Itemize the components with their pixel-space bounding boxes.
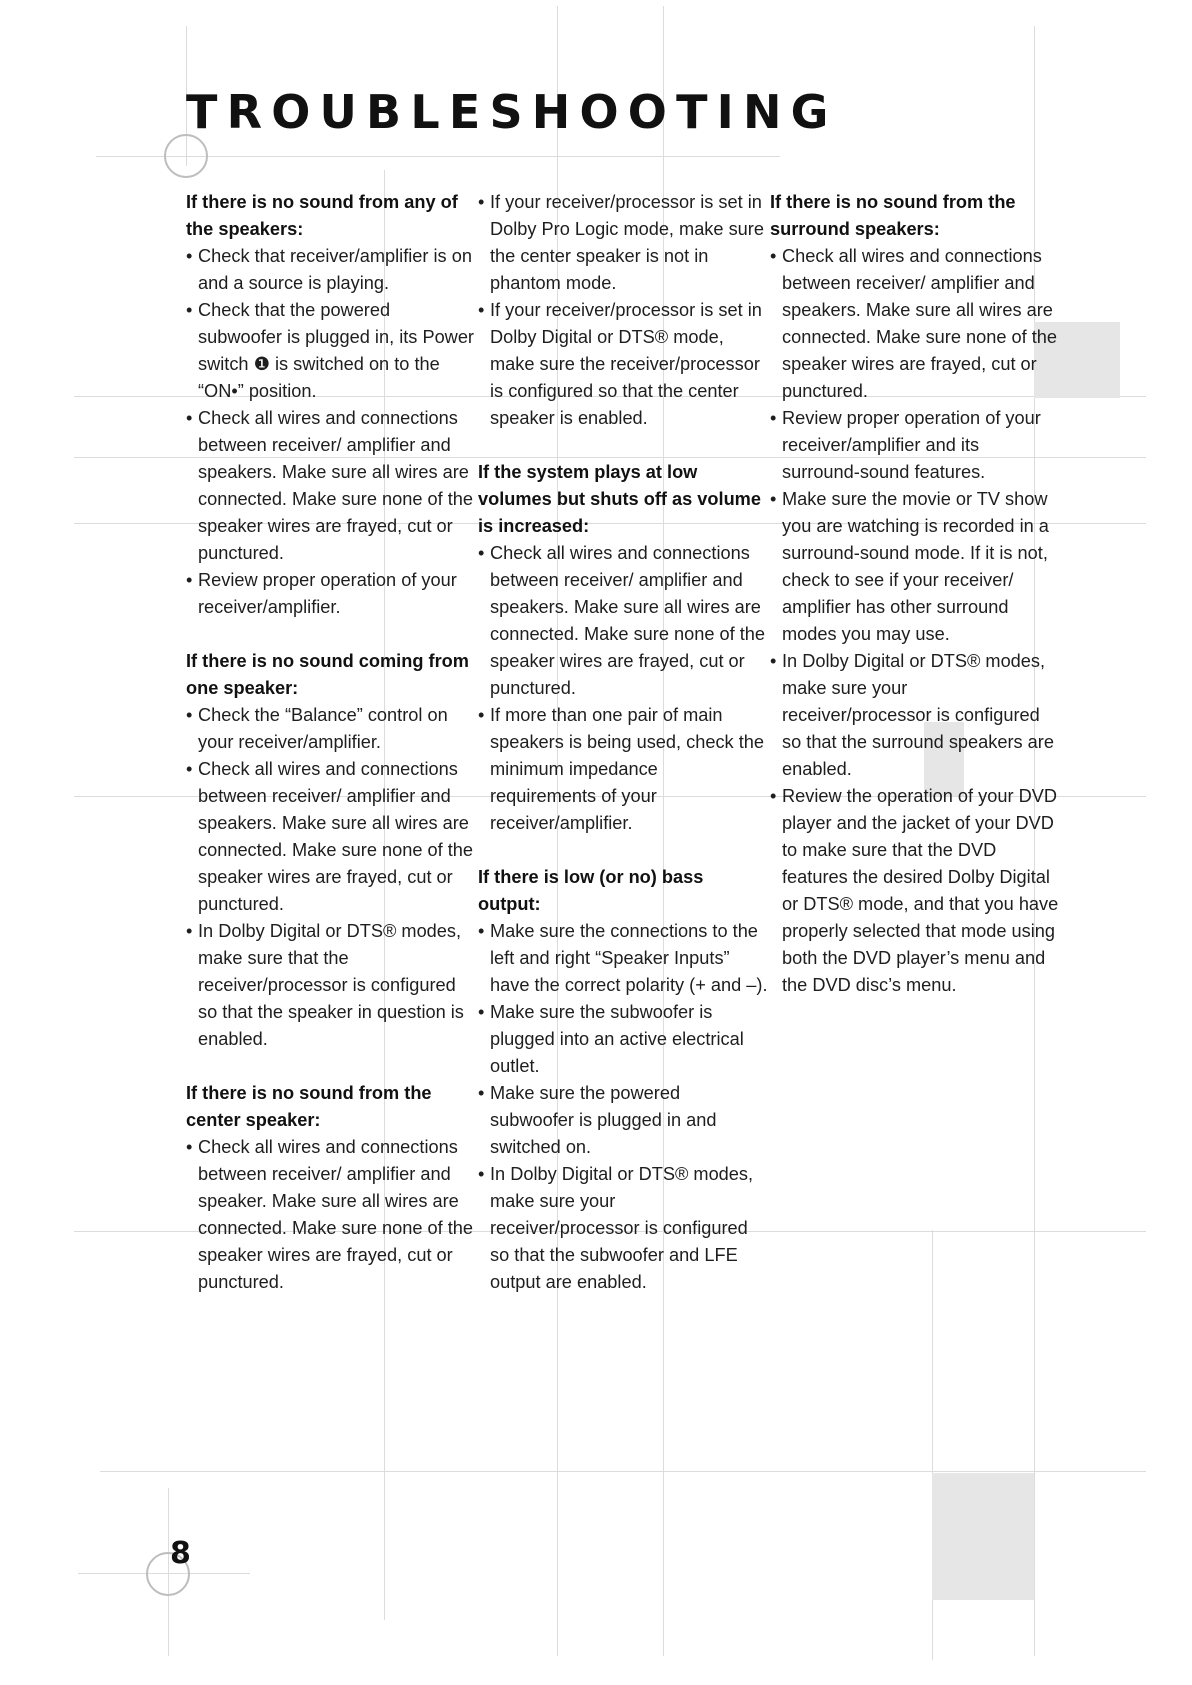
troubleshooting-section <box>478 189 768 432</box>
list-item: • Review proper operation of your receiver/amplifier. <box>186 567 476 621</box>
bullet-list <box>186 243 476 621</box>
text-column-1 <box>186 189 476 1323</box>
grid-line <box>100 1471 1146 1472</box>
list-item: • Review the operation of your DVD player and the jacket of your DVD to make sure that the DVD features the desired Dolby Digital or DTS® mode, and that you have properly selected that mode using both the DVD player’s menu and the DVD disc’s menu. <box>770 783 1060 999</box>
section-heading: If there is no sound from any of the speakers: <box>186 192 458 239</box>
list-item: • Check all wires and connections between receiver/ amplifier and speakers. Make sure all wires are connected. Make sure none of the speaker wires are frayed, cut or punctured. <box>478 540 768 702</box>
list-item: • Make sure the connections to the left and right “Speaker Inputs” have the correct polarity (+ and –). <box>478 918 768 999</box>
list-item: • Make sure the powered subwoofer is plugged in and switched on. <box>478 1080 768 1161</box>
bullet-list <box>478 918 768 1296</box>
section-heading: If there is low (or no) bass output: <box>478 867 704 914</box>
section-heading: If there is no sound coming from one speaker: <box>186 651 469 698</box>
page-title: TROUBLESHOOTING <box>186 85 838 139</box>
list-item: • Check all wires and connections between receiver/ amplifier and speakers. Make sure all wires are connected. Make sure none of the speaker wires are frayed, cut or punctured. <box>770 243 1060 405</box>
section-heading: If there is no sound from the center speaker: <box>186 1083 432 1130</box>
list-item: • Check the “Balance” control on your receiver/amplifier. <box>186 702 476 756</box>
list-item: • Review proper operation of your receiver/amplifier and its surround-sound features. <box>770 405 1060 486</box>
list-item: • In Dolby Digital or DTS® modes, make sure your receiver/processor is configured so that the surround speakers are enabled. <box>770 648 1060 783</box>
bullet-list <box>478 540 768 837</box>
troubleshooting-section <box>186 189 476 621</box>
gray-tab-block <box>932 1473 1034 1600</box>
list-item: • Check all wires and connections between receiver/ amplifier and speaker. Make sure all wires are connected. Make sure none of the speaker wires are frayed, cut or punctured. <box>186 1134 476 1296</box>
text-column-2 <box>478 189 768 1323</box>
bullet-list <box>186 702 476 1053</box>
troubleshooting-section <box>770 189 1060 999</box>
list-item: • Check all wires and connections between receiver/ amplifier and speakers. Make sure all wires are connected. Make sure none of the speaker wires are frayed, cut or punctured. <box>186 756 476 918</box>
list-item: • Check all wires and connections between receiver/ amplifier and speakers. Make sure all wires are connected. Make sure none of the speaker wires are frayed, cut or punctured. <box>186 405 476 567</box>
bullet-list <box>478 189 768 432</box>
troubleshooting-section <box>478 864 768 1296</box>
section-heading: If the system plays at low volumes but shuts off as volume is increased: <box>478 462 761 536</box>
list-item: • If your receiver/processor is set in Dolby Digital or DTS® mode, make sure the receiver/processor is configured so that the center speaker is enabled. <box>478 297 768 432</box>
page-number: 8 <box>170 1536 191 1571</box>
troubleshooting-section <box>478 459 768 837</box>
list-item: • In Dolby Digital or DTS® modes, make sure your receiver/processor is configured so that the subwoofer and LFE output are enabled. <box>478 1161 768 1296</box>
list-item: • If more than one pair of main speakers is being used, check the minimum impedance requirements of your receiver/amplifier. <box>478 702 768 837</box>
troubleshooting-section <box>186 1080 476 1296</box>
list-item: • If your receiver/processor is set in Dolby Pro Logic mode, make sure the center speaker is not in phantom mode. <box>478 189 768 297</box>
text-column-3 <box>770 189 1060 1026</box>
bullet-list <box>186 1134 476 1296</box>
list-item: • Check that the powered subwoofer is plugged in, its Power switch ❶ is switched on to the “ON•” position. <box>186 297 476 405</box>
list-item: • Make sure the movie or TV show you are watching is recorded in a surround-sound mode. If it is not, check to see if your receiver/ amplifier has other surround modes you may use. <box>770 486 1060 648</box>
list-item: • Check that receiver/amplifier is on and a source is playing. <box>186 243 476 297</box>
troubleshooting-section <box>186 648 476 1053</box>
list-item: • Make sure the subwoofer is plugged into an active electrical outlet. <box>478 999 768 1080</box>
section-heading: If there is no sound from the surround speakers: <box>770 192 1016 239</box>
bullet-list <box>770 243 1060 999</box>
list-item: • In Dolby Digital or DTS® modes, make sure that the receiver/processor is configured so that the speaker in question is enabled. <box>186 918 476 1053</box>
